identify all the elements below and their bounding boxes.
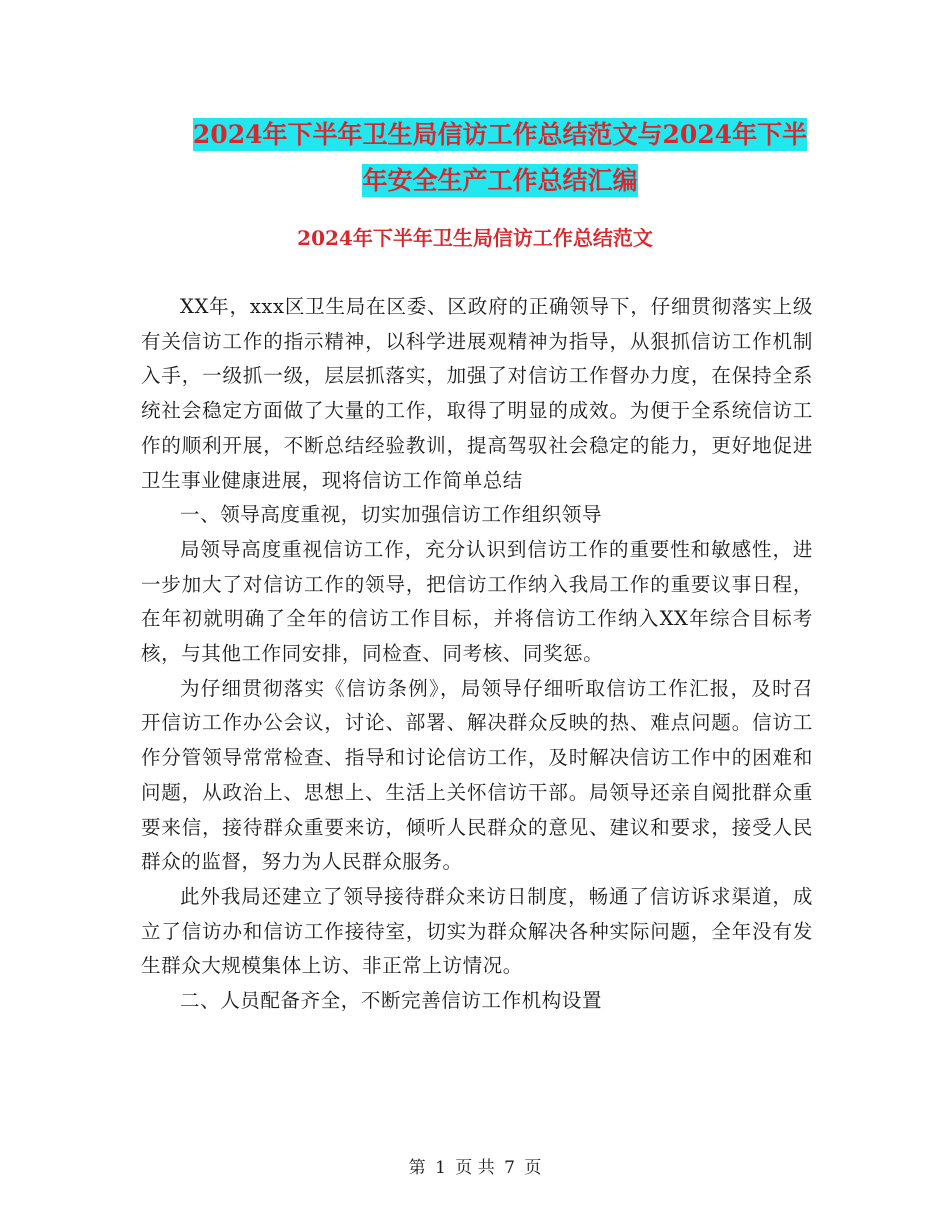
paragraph-regulations: 为仔细贯彻落实《信访条例》，局领导仔细听取信访工作汇报，及时召开信访工作办公会议，讨论、部署、解决群众反映的热、难点问题。信访工作分管领导常常检查、指导和讨论信访工作，及时解决信访工作中的困难和问题，从政治上、思想上、生活上关怀信访干部。局领导还亲自阅批群众重要来信，接待群众重要来访，倾听人民群众的意见、建议和要求，接受人民群众的监督，努力为人民群众服务。 [141, 676, 813, 874]
paragraph-reception: 此外我局还建立了领导接待群众来访日制度，畅通了信访诉求渠道，成立了信访办和信访工作接待室，切实为群众解决各种实际问题，全年没有发生群众大规模集体上访、非正常上访情况。 [141, 884, 813, 978]
heading-section-2: 二、人员配备齐全，不断完善信访工作机构设置 [180, 989, 603, 1013]
page-footer [0, 1153, 950, 1178]
main-title-line1: 2024年下半年卫生局信访工作总结范文与2024年下半 [192, 120, 808, 149]
main-title [140, 112, 860, 204]
footer-prefix: 第 [408, 1158, 426, 1178]
footer-total-pages: 7 [504, 1158, 515, 1178]
footer-suffix: 页 [524, 1158, 542, 1178]
footer-middle: 页 共 [455, 1158, 495, 1178]
paragraph-intro: XX年，xxx区卫生局在区委、区政府的正确领导下，仔细贯彻落实上级有关信访工作的指示精神，以科学进展观精神为指导，从狠抓信访工作机制入手，一级抓一级，层层抓落实，加强了对信访工作督办力度，在保持全系统社会稳定方面做了大量的工作，取得了明显的成效。为便于全系统信访工作的顺利开展，不断总结经验教训，提高驾驭社会稳定的能力，更好地促进卫生事业健康进展，现将信访工作简单总结 [141, 295, 813, 492]
paragraph-leadership: 局领导高度重视信访工作，充分认识到信访工作的重要性和敏感性，进一步加大了对信访工作的领导，把信访工作纳入我局工作的重要议事日程，在年初就明确了全年的信访工作目标，并将信访工作纳入XX年综合目标考核，与其他工作同安排，同检查、同考核、同奖惩。 [141, 537, 813, 666]
body-text [141, 290, 813, 1019]
heading-section-1: 一、领导高度重视，切实加强信访工作组织领导 [180, 503, 603, 527]
main-title-line2: 年安全生产工作总结汇编 [362, 166, 638, 195]
section-title: 2024年下半年卫生局信访工作总结范文 [297, 226, 653, 250]
footer-page-number: 1 [435, 1158, 446, 1178]
